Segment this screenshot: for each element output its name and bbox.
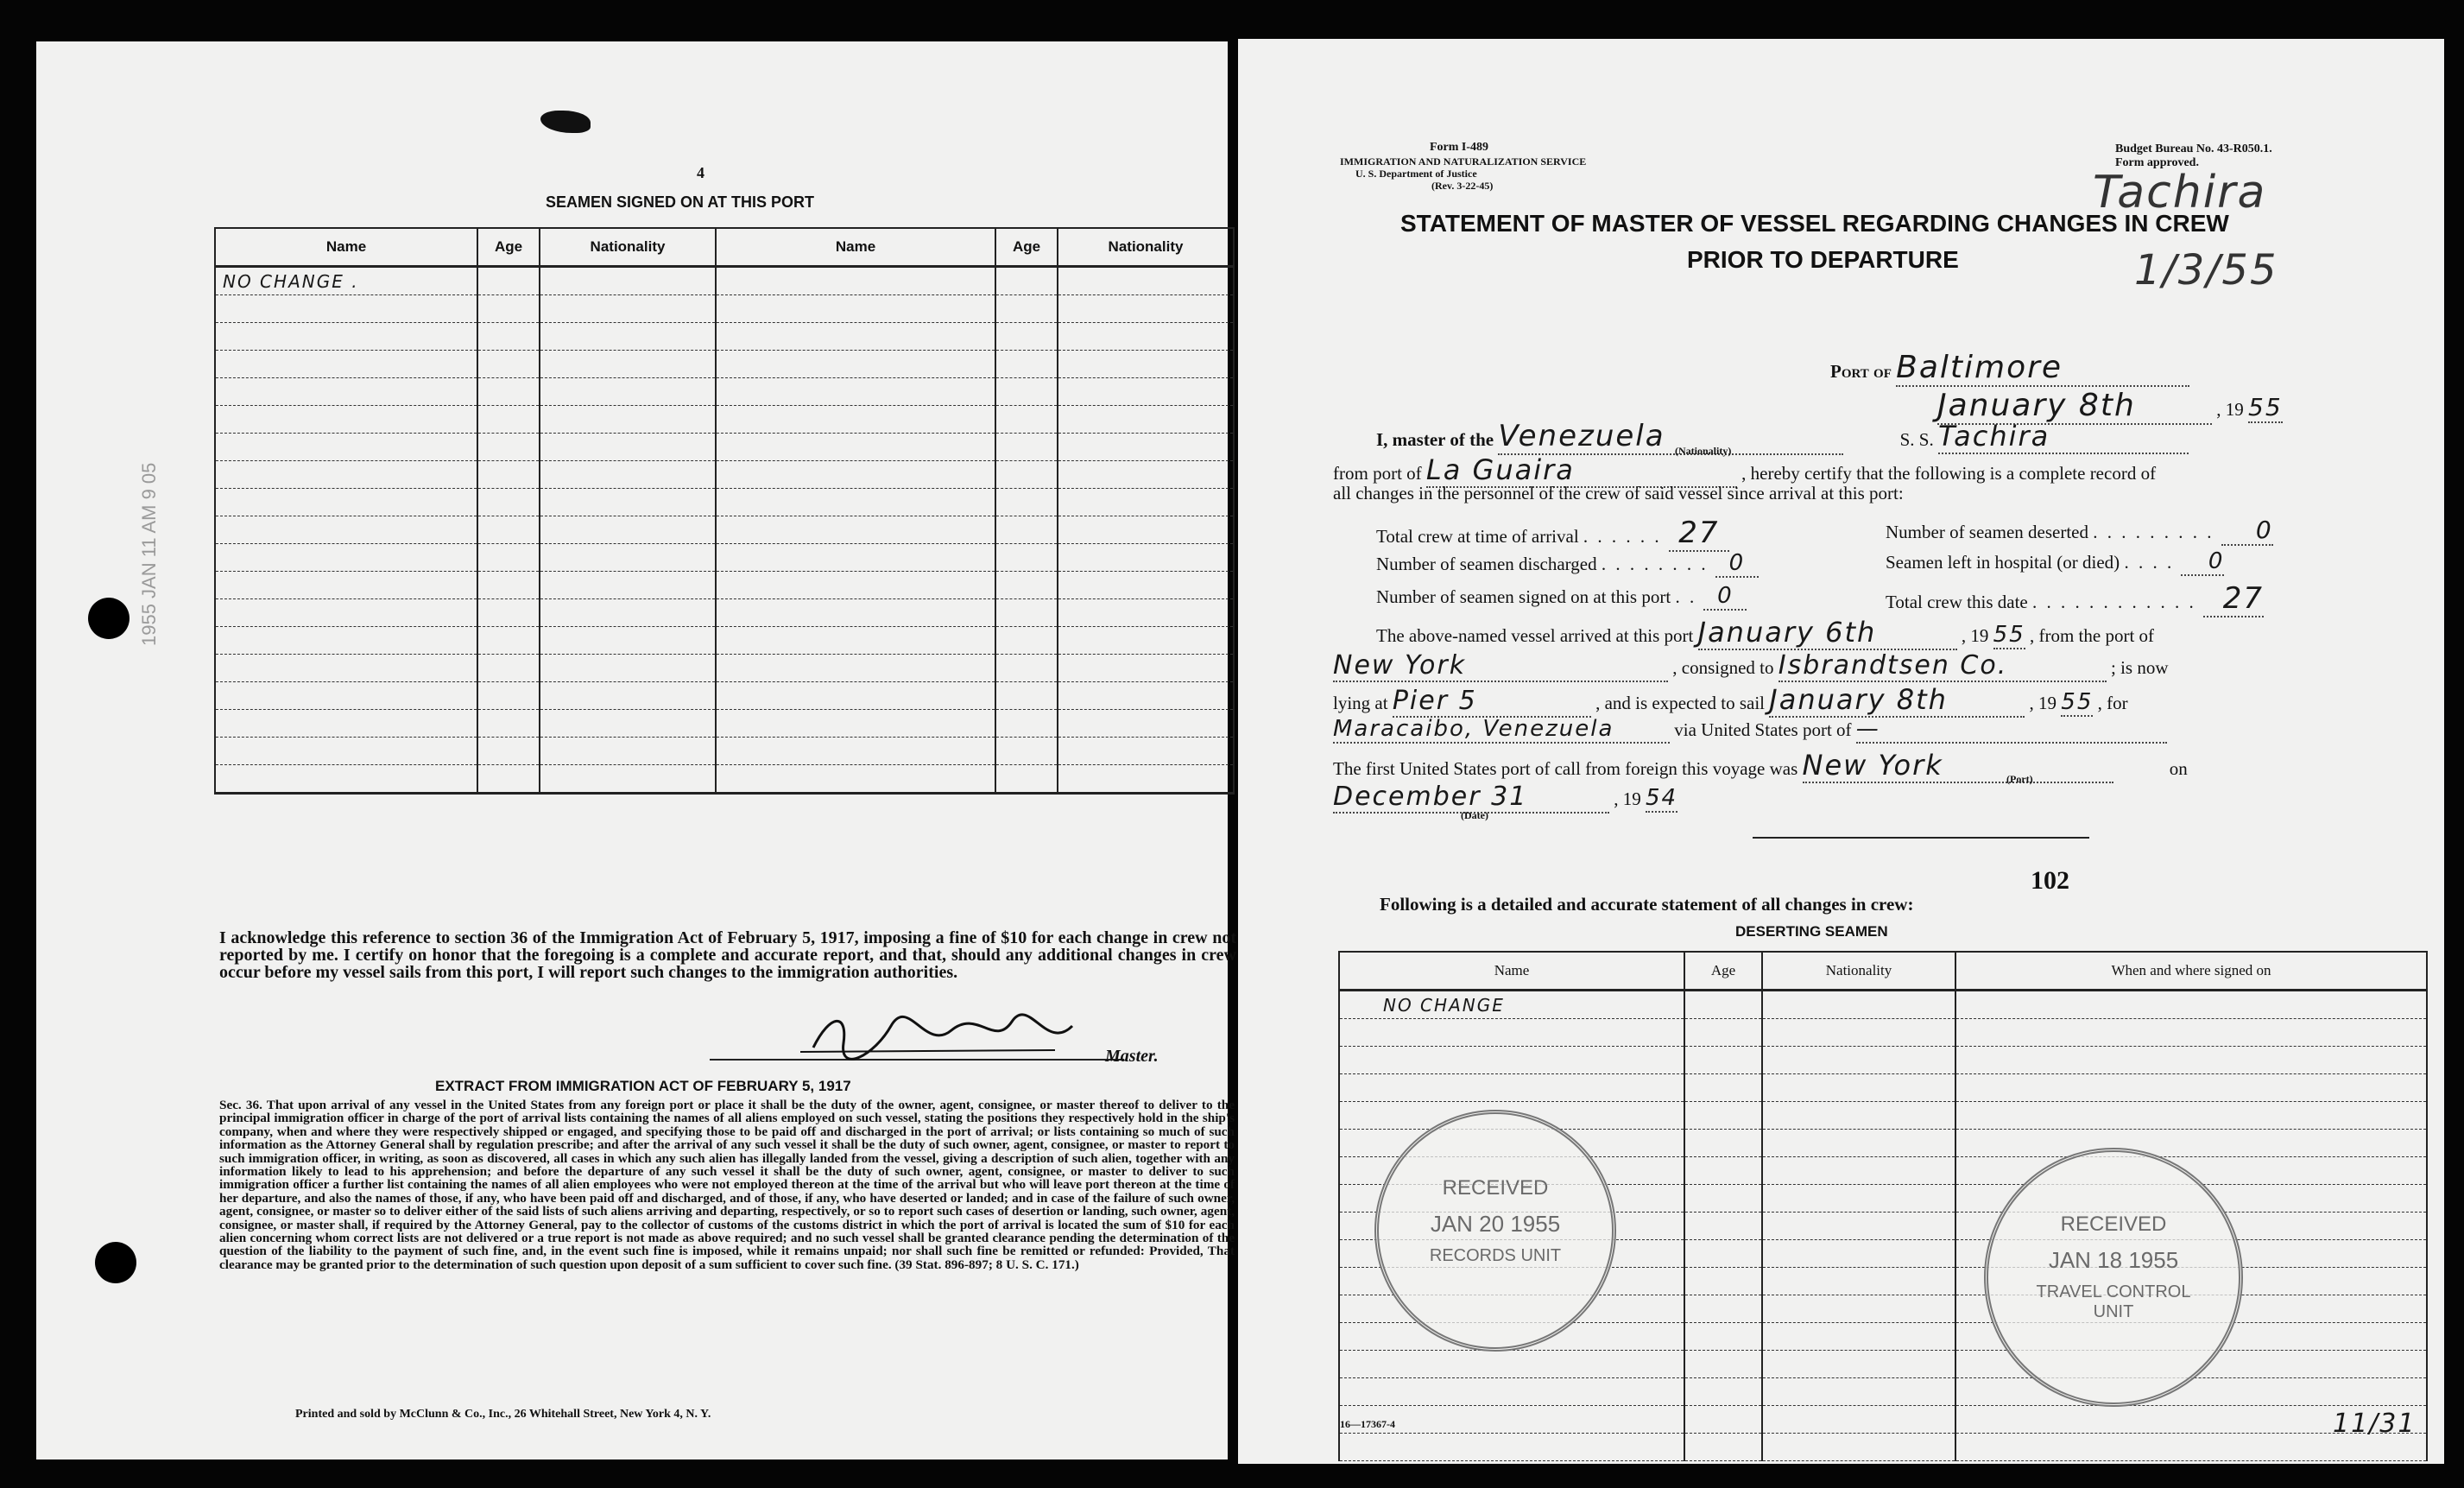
first-year: 54 [1646, 785, 1678, 811]
table-row [215, 765, 1234, 794]
corner-mark: 11/31 [2333, 1409, 2417, 1439]
table-row [1339, 1351, 2427, 1378]
handwritten-date: 1/3/55 [2134, 246, 2278, 294]
revision: (Rev. 3-22-45) [1431, 180, 1494, 192]
stat-deserted-label: Number of seamen deserted [1886, 522, 2088, 542]
desert-col-age: Age [1684, 952, 1762, 991]
form-title-line1: STATEMENT OF MASTER OF VESSEL REGARDING CHANGES IN CREW [1400, 210, 2229, 237]
col-nationality-2: Nationality [1058, 228, 1234, 267]
table-row [215, 544, 1234, 572]
sail-label: , and is expected to sail [1595, 693, 1766, 713]
stamp1-received: RECEIVED [1442, 1176, 1549, 1200]
port-caption: (Port) [2006, 773, 2033, 785]
arrived-from-value: New York [1333, 650, 1668, 682]
form-approved: Form approved. [2115, 156, 2199, 169]
table-row [215, 516, 1234, 544]
col-age-1: Age [477, 228, 540, 267]
stat-signed: Number of seamen signed on at this port . . 0 [1376, 583, 1747, 611]
date-caption: (Date) [1461, 809, 1488, 821]
table-row [1339, 1047, 2427, 1074]
port-label: Port of [1830, 361, 1892, 382]
no-change-entry: NO CHANGE . [215, 267, 477, 295]
received-travel-control-stamp [1984, 1148, 2243, 1407]
certify-text-2: all changes in the personnel of the crew of said vessel since arrival at this port: [1333, 483, 1904, 503]
table-row [1339, 1019, 2427, 1047]
table-row [215, 682, 1234, 710]
form-number: Form I-489 [1430, 141, 1489, 154]
sail-year-prefix: , 19 [2029, 693, 2057, 713]
table-row [1339, 1434, 2427, 1461]
stat-total-today-value: 27 [2203, 581, 2264, 617]
arrived-label: The above-named vessel arrived at this port [1376, 625, 1694, 646]
table-row [215, 599, 1234, 627]
port-row [1830, 350, 2189, 387]
margin-date-stamp: 1955 JAN 11 AM 9 05 [138, 462, 160, 646]
desert-no-change-entry: NO CHANGE [1339, 991, 1684, 1019]
following-text: Following is a detailed and accurate statement of all changes in crew: [1380, 894, 1914, 915]
table-row [215, 434, 1234, 461]
via-label: via United States port of [1674, 719, 1852, 740]
nationality-value: Venezuela [1498, 419, 1843, 455]
stat-hospital-label: Seamen left in hospital (or died) [1886, 552, 2120, 573]
form-number-102: 102 [2031, 866, 2069, 895]
stamp2-received: RECEIVED [2060, 1213, 2167, 1236]
master-signature [796, 1009, 1090, 1061]
table-row [215, 710, 1234, 738]
destination-value: Maracaibo, Venezuela [1333, 716, 1670, 744]
col-name-1: Name [215, 228, 477, 267]
agency-line2: U. S. Department of Justice [1355, 168, 1477, 180]
table-row [1339, 1406, 2427, 1434]
destination-row [1333, 716, 2167, 744]
budget-number: Budget Bureau No. 43-R050.1. [2115, 142, 2272, 155]
extract-text: Sec. 36. That upon arrival of any vessel in the United States from any foreign port or place it shall be the duty of the owner, agent, consignee, or master thereof to deliver to the principal immigration officer in charge of the port of arrival lists containing the names of all aliens employed on such vessel, stating the positions they respectively hold in the ship's company, when and where they were respectively shipped or engaged, and specifying those to be paid off and discharged in the port of arrival; or lists containing so much of such information as the Attorney General shall by regulation prescribe; and after the arrival of any such vessel it shall be the duty of such owner, agent, consignee, or master to report to such immigration officer, in writing, as soon as discovered, all cases in which any such alien has illegally landed from the vessel, giving a description of such alien, together with any information likely to lead to his apprehension; and before the departure of any such vessel it shall be the duty of such owner, agent, consignee, or master to deliver to such immigration officer a further list containing the names of all alien employees who were not employed thereon at the time of the arrival but who will leave port thereon at the time of her departure, and also the names of those, if any, who have been paid off and discharged, and of those, if any, who have deserted or landed; and in case of the failure of such owner, agent, consignee, or master so to deliver either of the said lists of such aliens arriving and departing, respectively, or so to report such cases of desertion or landing, such owner, agent, consignee, or master shall, if required by the Attorney General, pay to the collector of customs of the customs district in which the port of arrival is located the sum of $10 for each alien concerning whom correct lists are not delivered or a true report is not made as above required; and no such vessel shall be granted clearance pending the determination of the question of the liability to the payment of such fine, and, in the event such fine is imposed, while it remains unpaid; nor shall such fine be remitted or refunded: Provided, That clearance may be granted prior to the determination of such question upon deposit of a sum sufficient to cover such fine. (39 Stat. 896-897; 8 U. S. C. 171.) [219, 1098, 1235, 1272]
col-age-2: Age [995, 228, 1058, 267]
stat-total-arrival-label: Total crew at time of arrival [1376, 526, 1579, 547]
sail-year: 55 [2061, 689, 2094, 715]
sail-value: January 8th [1769, 683, 2025, 718]
form-title-line2: PRIOR TO DEPARTURE [1687, 246, 1959, 273]
stat-hospital: Seamen left in hospital (or died) . . . . 0 [1886, 548, 2225, 574]
is-now-label: ; is now [2110, 657, 2169, 678]
stat-total-today-label: Total crew this date [1886, 592, 2028, 612]
year-value: 55 [2248, 393, 2283, 421]
consigned-value: Isbrandtsen Co. [1779, 650, 2107, 682]
lying-value: Pier 5 [1393, 686, 1591, 718]
table-row [215, 627, 1234, 655]
handwritten-ship-name: Tachira [2093, 167, 2267, 218]
received-records-stamp [1374, 1110, 1616, 1352]
stat-discharged: Number of seamen discharged . . . . . . . . 0 [1376, 550, 1759, 578]
nationality-caption: (Nationality) [1675, 445, 1732, 457]
from-port-of-label: , from the port of [2029, 625, 2155, 646]
right-page [1238, 39, 2444, 1464]
arrived-row [1376, 616, 2154, 650]
stamp2-unit-line2: UNIT [2093, 1302, 2134, 1321]
separator-line [1753, 837, 2089, 839]
port-value: Baltimore [1896, 350, 2189, 387]
ss-label: S. S. [1899, 429, 1934, 450]
stamp1-unit: RECORDS UNIT [1429, 1246, 1562, 1265]
desert-col-signed-on: When and where signed on [1955, 952, 2427, 991]
table-row [215, 351, 1234, 378]
arrived-year: 55 [1993, 622, 2025, 648]
year-prefix: , 19 [2216, 399, 2244, 420]
agency-line1: IMMIGRATION AND NATURALIZATION SERVICE [1340, 155, 1587, 168]
from-port-value: La Guaira [1426, 453, 1737, 488]
via-value: — [1856, 716, 2167, 744]
stat-total-arrival-value: 27 [1669, 516, 1729, 552]
table-row [215, 378, 1234, 406]
printer-credit: Printed and sold by McClunn & Co., Inc., 26 Whitehall Street, New York 4, N. Y. [295, 1408, 711, 1421]
stamp1-date: JAN 20 1955 [1430, 1211, 1561, 1237]
table-row [1339, 1378, 2427, 1406]
seamen-signed-table [214, 227, 1235, 795]
punch-hole-bottom [95, 1242, 136, 1283]
col-nationality-1: Nationality [540, 228, 716, 267]
table-row [215, 295, 1234, 323]
table-row [215, 655, 1234, 682]
on-label: on [2169, 758, 2188, 779]
punch-hole-top [88, 598, 130, 639]
extract-title: EXTRACT FROM IMMIGRATION ACT OF FEBRUARY 5, 1917 [435, 1078, 851, 1094]
table-row [215, 489, 1234, 516]
lying-row [1333, 683, 2128, 718]
date-value: January 8th [1937, 388, 2212, 425]
table-row [215, 461, 1234, 489]
lying-label: lying at [1333, 693, 1388, 713]
stat-discharged-label: Number of seamen discharged [1376, 554, 1597, 574]
footer-code: 16—17367-4 [1340, 1418, 1395, 1430]
certify-text: , hereby certify that the following is a complete record of [1741, 463, 2157, 484]
desert-col-name: Name [1339, 952, 1684, 991]
arrived-year-prefix: , 19 [1961, 625, 1989, 646]
desert-col-nationality: Nationality [1762, 952, 1955, 991]
table-row [215, 323, 1234, 351]
stat-signed-value: 0 [1703, 583, 1747, 611]
stat-signed-label: Number of seamen signed on at this port [1376, 586, 1671, 607]
table-row [1339, 1074, 2427, 1102]
table-row [215, 406, 1234, 434]
stat-hospital-value: 0 [2181, 548, 2224, 576]
first-year-prefix: , 19 [1614, 788, 1641, 809]
first-port-label: The first United States port of call from foreign this voyage was [1333, 758, 1798, 779]
stat-deserted-value: 0 [2221, 516, 2273, 546]
table-row [215, 572, 1234, 599]
consigned-label: , consigned to [1672, 657, 1774, 678]
stat-total-arrival: Total crew at time of arrival . . . . . . 27 [1376, 516, 1729, 552]
table-row [1339, 991, 2427, 1019]
first-date-row [1333, 782, 1677, 814]
master-row [1376, 419, 2189, 455]
master-label: Master. [1105, 1047, 1159, 1066]
first-port-value: New York [1803, 749, 2113, 783]
first-date-value: December 31 [1333, 782, 1609, 814]
stat-discharged-value: 0 [1715, 550, 1759, 578]
stat-total-today: Total crew this date . . . . . . . . . . . . 27 [1886, 581, 2264, 616]
from-port-label: from port of [1333, 463, 1422, 484]
consigned-row [1333, 650, 2169, 682]
page-number: 4 [697, 164, 704, 181]
stamp2-date: JAN 18 1955 [2048, 1247, 2179, 1273]
first-port-row [1333, 749, 2188, 783]
acknowledgement-text: I acknowledge this reference to section 36 of the Immigration Act of February 5, 1917, imposing a fine of $10 for each change in crew not reported by me. I certify on honor that the foregoing is a complete and accurate report, and that, should any additional changes in crew occur before my vessel sails from this port, I will report such changes to the immigration authorities. [219, 928, 1236, 982]
for-label: , for [2097, 693, 2128, 713]
ship-value: Tachira [1938, 420, 2189, 454]
table-row [215, 267, 1234, 295]
section-title: SEAMEN SIGNED ON AT THIS PORT [546, 193, 815, 211]
left-page [36, 41, 1236, 1460]
stat-deserted: Number of seamen deserted . . . . . . . . . 0 [1886, 516, 2273, 544]
ink-smudge [540, 111, 591, 133]
arrived-value: January 6th [1698, 616, 1957, 650]
table-row [215, 738, 1234, 765]
master-of-label: I, master of the [1376, 429, 1494, 450]
stamp2-unit-line1: TRAVEL CONTROL [2036, 1282, 2191, 1301]
deserting-title: DESERTING SEAMEN [1735, 923, 1888, 940]
col-name-2: Name [716, 228, 995, 267]
